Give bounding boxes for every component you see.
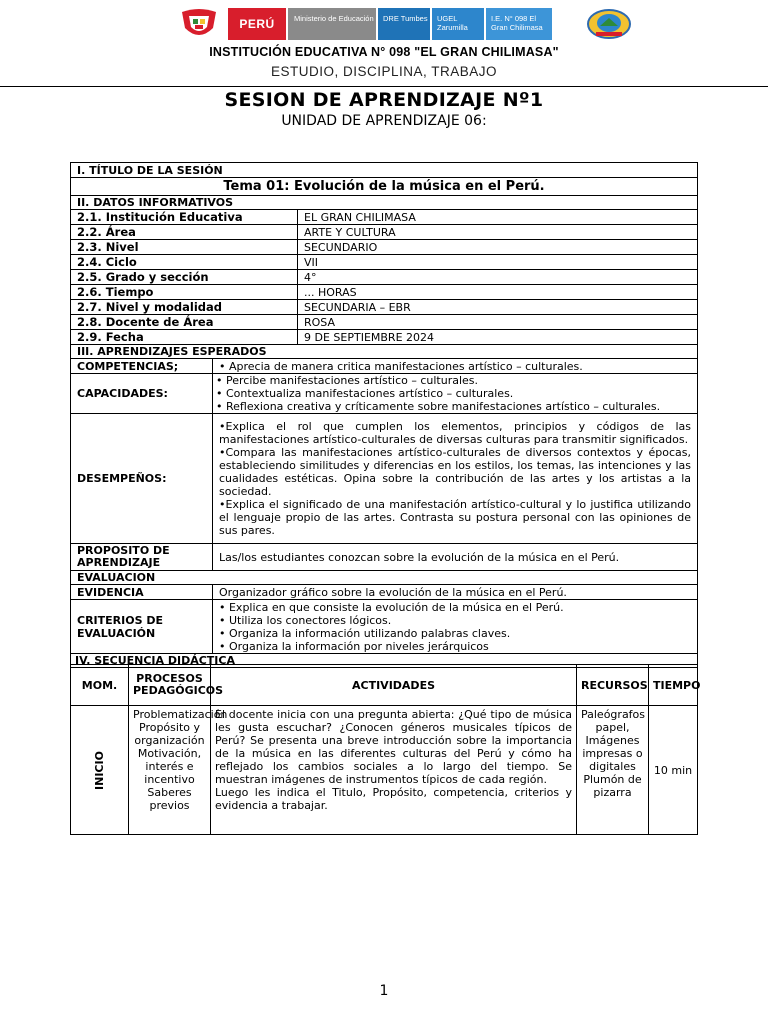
didactic-sequence-table [70,664,701,835]
header-divider [0,86,768,87]
page-number: 1 [379,983,389,999]
info-row [71,210,698,225]
section-title-heading: I. TÍTULO DE LA SESIÓN [71,163,698,178]
competencias-label: COMPETENCIAS; [71,359,213,374]
column-mom: MOM. [71,665,129,706]
activity-cell [211,706,577,835]
desempeno-item: •Compara las manifestaciones artístico-culturales de diversos contextos y épocas, estableciendo similitudes y diferencias en los estilos, los temas, las intenciones y las cualidades estéticas. Opina sobre la contribución de las artes y los artistas a la sociedad. [219,446,692,498]
info-label: 2.7. Nivel y modalidad [71,300,298,315]
info-label: 2.4. Ciclo [71,255,298,270]
info-label: 2.8. Docente de Área [71,315,298,330]
info-label: 2.5. Grado y sección [71,270,298,285]
activity-text-2: Luego les indica el Titulo, Propósito, competencia, criterios y evidencia a trabajar. [215,786,572,812]
info-value: SECUNDARIO [298,240,698,255]
capacidad-item: • Reflexiona creativa y críticamente sobre manifestaciones artístico – culturales. [216,400,661,413]
resources-cell: Paleógrafos papel, Imágenes impresas o digitales Plumón de pizarra [577,706,649,835]
info-value: 9 DE SEPTIEMBRE 2024 [298,330,698,345]
column-procesos: PROCESOS PEDAGÓGICOS [129,665,211,706]
sequence-row [71,706,698,835]
desempenos-list [213,414,698,544]
info-row [71,255,698,270]
capacidades-label: CAPACIDADES: [71,374,213,414]
capacidad-item: • Contextualiza manifestaciones artístico – culturales. [216,387,514,400]
info-row [71,270,698,285]
section-expected-heading: III. APRENDIZAJES ESPERADOS [71,345,698,359]
school-crest-icon [586,8,632,40]
institution-name: INSTITUCIÓN EDUCATIVA N° 098 "EL GRAN CHILIMASA" [209,45,559,59]
info-value: ARTE Y CULTURA [298,225,698,240]
info-label: 2.2. Área [71,225,298,240]
activity-text: El docente inicia con una pregunta abierta: ¿Qué tipo de música les gusta escuchar? ¿Conocen géneros musicales típicos de Perú? Se presenta una breve introducción sobre la importancia de la música en las diferentes culturas del Perú y cómo ha reflejado los cambios sociales a lo largo del tiempo. Se muestran imágenes de instrumentos típicos de cada región. [215,708,572,786]
info-row [71,330,698,345]
moment-cell [71,706,129,835]
header-logos [176,8,636,44]
minedu-logo [288,8,376,40]
desempeno-item: •Explica el rol que cumplen los elementos, principios y códigos de las manifestaciones artístico-culturales de diversas culturas para transmitir significados. [219,420,692,446]
criterio-item: • Organiza la información utilizando palabras claves. [219,626,511,640]
capacidad-item: • Percibe manifestaciones artístico – culturales. [216,374,479,387]
institution-motto: ESTUDIO, DISCIPLINA, TRABAJO [270,64,498,79]
info-value: VII [298,255,698,270]
dre-logo-text: DRE Tumbes [383,14,428,23]
time-cell: 10 min [649,706,698,835]
criterio-item: • Organiza la información por niveles jerárquicos [219,639,489,653]
minedu-logo-text: Ministerio de Educación [294,14,374,23]
criterios-list [213,600,698,654]
evidencia-label: EVIDENCIA [71,585,213,600]
section-info-heading: II. DATOS INFORMATIVOS [71,196,698,210]
session-theme: Tema 01: Evolución de la música en el Perú. [71,178,698,196]
peru-logo [228,8,286,40]
moment-label: INICIO [92,750,106,790]
competencias-value: • Aprecia de manera critica manifestaciones artístico – culturales. [213,359,698,374]
desempeno-item: •Explica el significado de una manifestación artístico-cultural y lo justifica utilizando el lenguaje propio de las artes. Contrasta su postura personal con las opiniones de sus pares. [219,498,692,537]
info-row [71,285,698,300]
session-info-table [70,162,698,668]
criterio-item: • Explica en que consiste la evolución de la música en el Perú. [219,600,564,614]
peru-coat-of-arms-icon [180,8,218,40]
evaluacion-heading: EVALUACION [71,571,698,585]
ie-logo [486,8,552,40]
criterios-label: CRITERIOS DE EVALUACIÓN [71,600,213,654]
info-label: 2.1. Institución Educativa [71,210,298,225]
proposito-value: Las/los estudiantes conozcan sobre la evolución de la música en el Perú. [213,544,698,571]
info-label: 2.6. Tiempo [71,285,298,300]
column-actividades: ACTIVIDADES [211,665,577,706]
dre-logo [378,8,430,40]
proposito-label: PROPOSITO DE APRENDIZAJE [71,544,213,571]
sequence-heading: IV. SECUENCIA DIDÁCTICA [71,654,698,668]
peru-logo-text: PERÚ [239,17,275,31]
info-row [71,240,698,255]
info-row [71,315,698,330]
info-label: 2.3. Nivel [71,240,298,255]
processes-cell: Problematización Propósito y organización Motivación, interés e incentivo Saberes previos [129,706,211,835]
document-subtitle: UNIDAD DE APRENDIZAJE 06: [281,113,487,129]
info-value: ROSA [298,315,698,330]
info-value: SECUNDARIA – EBR [298,300,698,315]
ugel-logo-text: UGEL Zarumilla [437,14,468,32]
evidencia-value: Organizador gráfico sobre la evolución de la música en el Perú. [213,585,698,600]
info-value: 4° [298,270,698,285]
sequence-header-row [71,665,698,706]
info-value: ... HORAS [298,285,698,300]
column-tiempo: TIEMPO [649,665,698,706]
info-row [71,300,698,315]
info-value: EL GRAN CHILIMASA [298,210,698,225]
ie-logo-text: I.E. N° 098 El Gran Chilimasa [491,14,543,32]
info-row [71,225,698,240]
info-label: 2.9. Fecha [71,330,298,345]
capacidades-list [213,374,698,414]
ugel-logo [432,8,484,40]
document-title: SESION DE APRENDIZAJE Nº1 [224,89,544,111]
desempenos-label: DESEMPEÑOS: [71,414,213,544]
criterio-item: • Utiliza los conectores lógicos. [219,613,392,627]
column-recursos: RECURSOS [577,665,649,706]
